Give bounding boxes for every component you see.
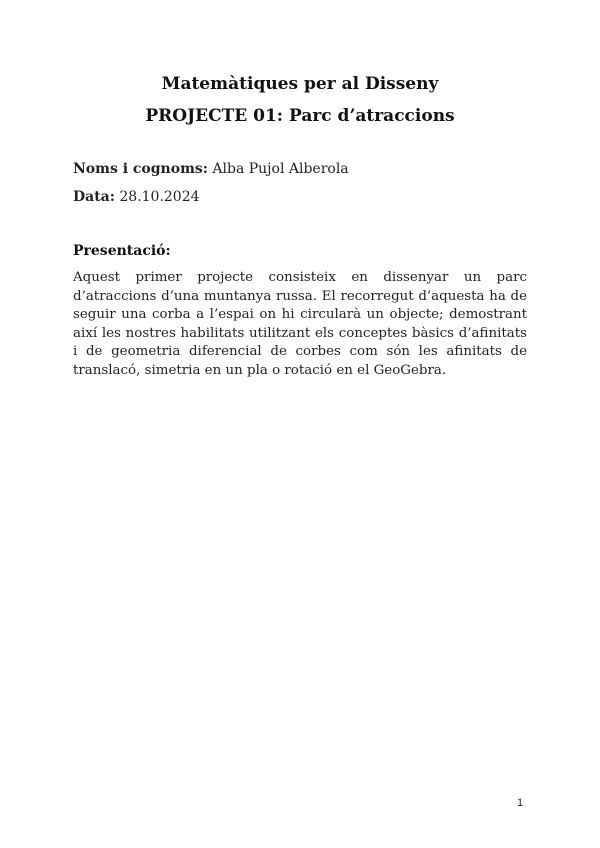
date-field [73, 189, 200, 205]
page-number: 1 [517, 797, 524, 809]
presentation-heading: Presentació: [73, 243, 171, 259]
date-label: Data: [73, 189, 115, 205]
document-subtitle: PROJECTE 01: Parc d’atraccions [145, 106, 455, 126]
names-field [73, 161, 349, 177]
names-label: Noms i cognoms: [73, 161, 208, 177]
presentation-paragraph: Aquest primer projecte consisteix en dissenyar un parc d’atraccions d’una muntanya russa. El recorregut d’aquesta ha de seguir una corba a l’espai on hi circularà un objecte; demostrant així les nostres habilitats utilitzant els conceptes bàsics d’afinitats i de geometria diferencial de corbes com són les afinitats de translacó, simetria en un pla o rotació en el GeoGebra. [73, 270, 527, 378]
names-value: Alba Pujol Alberola [212, 161, 349, 177]
document-title: Matemàtiques per al Disseny [161, 74, 439, 94]
date-value: 28.10.2024 [119, 189, 200, 205]
